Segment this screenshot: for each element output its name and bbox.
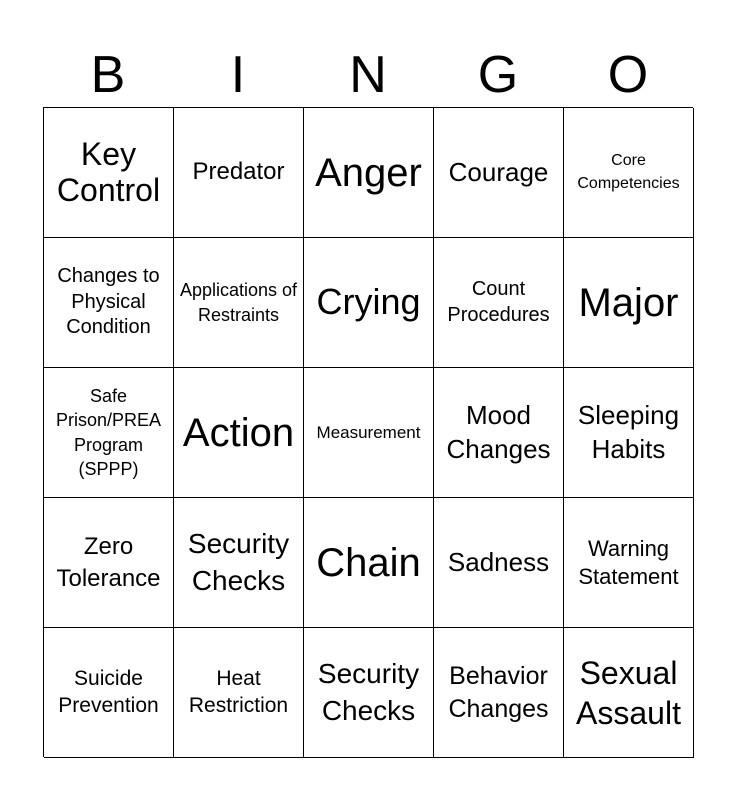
bingo-cell[interactable] [304, 368, 434, 498]
bingo-cell[interactable] [564, 108, 694, 238]
bingo-cell[interactable] [44, 498, 174, 628]
cell-text: Security Checks [317, 658, 420, 726]
bingo-header [43, 44, 693, 106]
cell-text: Warning Statement [578, 535, 679, 589]
cell-text: Safe Prison/PREA Program (SPPP) [55, 385, 162, 479]
header-letter-i: I [230, 46, 246, 104]
cell-text: Security Checks [187, 528, 290, 596]
bingo-board [43, 107, 693, 757]
bingo-cell[interactable] [434, 368, 564, 498]
cell-text: Heat Restriction [188, 666, 289, 717]
cell-text: Action [182, 410, 295, 455]
header-letter-g: G [477, 46, 519, 104]
bingo-cell[interactable] [174, 368, 304, 498]
bingo-cell[interactable] [434, 628, 564, 758]
cell-text: Chain [316, 540, 421, 585]
bingo-cell[interactable] [304, 238, 434, 368]
bingo-cell[interactable] [304, 108, 434, 238]
bingo-cell[interactable] [174, 498, 304, 628]
cell-text: Courage [448, 157, 549, 188]
bingo-cell[interactable] [434, 108, 564, 238]
cell-text: Applications of Restraints [179, 280, 298, 325]
cell-text: Changes to Physical Condition [57, 265, 160, 339]
bingo-cell[interactable] [564, 498, 694, 628]
header-letter-o: O [607, 46, 649, 104]
bingo-cell[interactable] [564, 368, 694, 498]
bingo-cell[interactable] [304, 498, 434, 628]
bingo-cell[interactable] [44, 368, 174, 498]
cell-text: Behavior Changes [448, 662, 549, 723]
cell-text: Core Competencies [577, 152, 680, 192]
bingo-cell[interactable] [564, 628, 694, 758]
cell-text: Crying [316, 281, 421, 323]
header-letter-n: N [349, 46, 387, 104]
bingo-cell[interactable] [434, 238, 564, 368]
header-letter-b: B [90, 46, 126, 104]
bingo-cell[interactable] [44, 628, 174, 758]
cell-text: Mood Changes [446, 399, 551, 464]
bingo-cell[interactable] [174, 108, 304, 238]
cell-text: Sadness [447, 547, 550, 578]
cell-text: Anger [315, 150, 422, 195]
bingo-cell[interactable] [434, 498, 564, 628]
cell-text: Key Control [56, 135, 161, 208]
cell-text: Sleeping Habits [577, 399, 680, 464]
cell-text: Major [578, 280, 679, 325]
bingo-cell[interactable] [174, 628, 304, 758]
cell-text: Predator [192, 158, 285, 186]
bingo-cell[interactable] [564, 238, 694, 368]
bingo-cell[interactable] [304, 628, 434, 758]
bingo-cell[interactable] [44, 108, 174, 238]
cell-text: Sexual Assault [576, 654, 681, 731]
cell-text: Zero Tolerance [56, 533, 161, 592]
bingo-cell[interactable] [44, 238, 174, 368]
cell-text: Suicide Prevention [58, 666, 159, 717]
cell-text: Count Procedures [447, 278, 550, 326]
cell-text: Measurement [316, 422, 421, 442]
bingo-cell[interactable] [174, 238, 304, 368]
